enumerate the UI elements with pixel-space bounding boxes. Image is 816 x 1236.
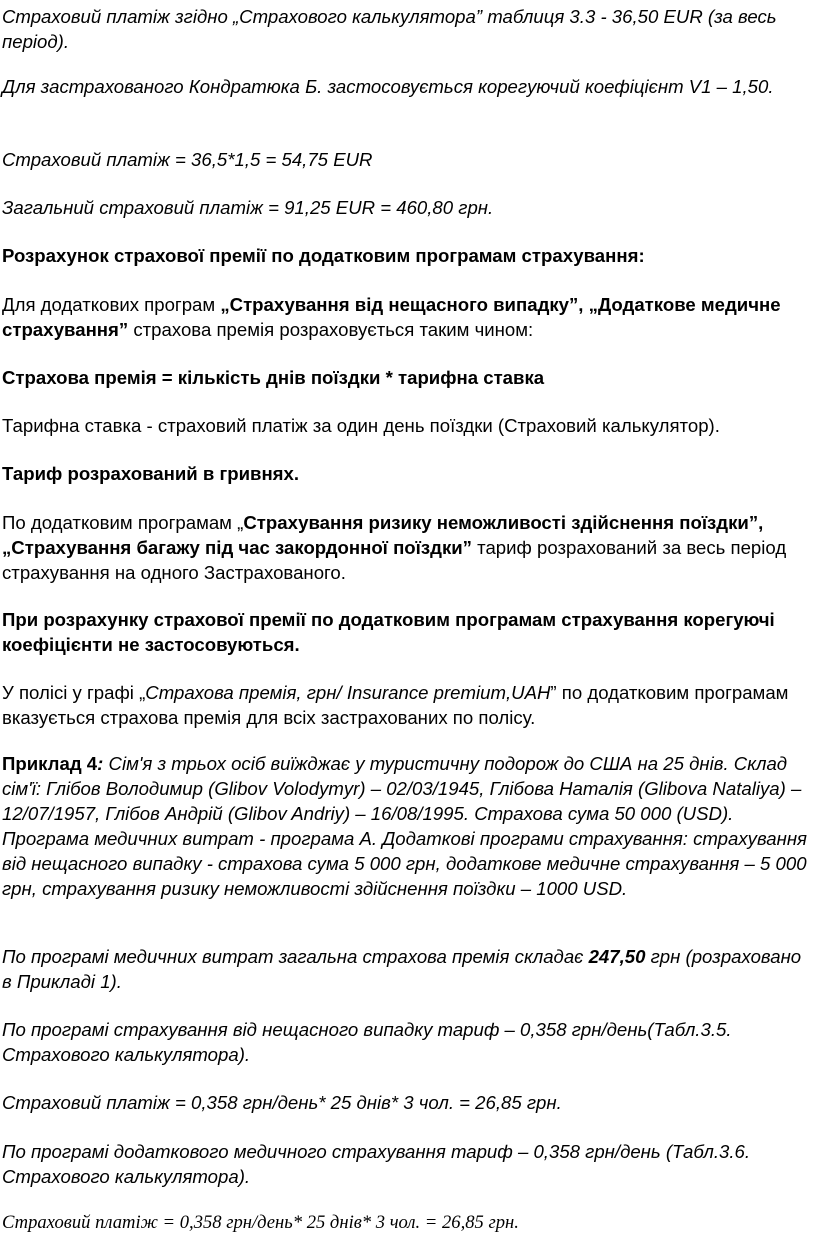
medical-premium-paragraph (2, 944, 814, 994)
premium-calculation-line: Страховий платіж = 36,5*1,5 = 54,75 EUR (2, 149, 373, 170)
accident-premium-calculation: Страховий платіж = 0,358 грн/день* 25 днів* 3 чол. = 26,85 грн. (2, 1092, 562, 1113)
no-coefficients-note: При розрахунку страхової премії по додатковим програмам страхування корегуючі коефіцієнти не застосовуються. (2, 609, 775, 655)
policy-field-name: Страхова премія, грн/ Insurance premium,UAH (145, 682, 551, 703)
example-4-colon: : (97, 753, 109, 774)
additional-programs-paragraph (2, 292, 814, 342)
medical-premium-intro: По програмі медичних витрат загальна страхова премія складає (2, 946, 589, 967)
medical-additional-premium-calculation: Страховий платіж = 0,358 грн/день* 25 днів* 3 чол. = 26,85 грн. (2, 1212, 519, 1233)
medical-premium-rest: грн (розраховано в Прикладі 1). (2, 946, 802, 992)
example-4-label: Приклад 4 (2, 753, 98, 774)
policy-field-rest: ” по додатковим програмам вказується страхова премія для всіх застрахованих по полісу. (2, 682, 789, 728)
tariff-rate-definition: Тарифна ставка - страховий платіж за один день поїздки (Страховий калькулятор). (2, 415, 720, 436)
correction-coefficient-paragraph: Для застрахованого Кондратюка Б. застосовується корегуючий коефіцієнт V1 – 1,50. (2, 76, 774, 97)
premium-formula: Страхова премія = кількість днів поїздки * тарифна ставка (2, 367, 545, 388)
cancellation-program-names: Страхування ризику неможливості здійснення поїздки”, „Страхування багажу під час закордонної поїздки” (2, 512, 764, 558)
cancellation-intro: По додатковим програмам „ (2, 512, 244, 533)
cancellation-rest: тариф розрахований за весь період страхування на одного Застрахованого. (2, 537, 787, 583)
premium-per-table-paragraph: Страховий платіж згідно „Страхового калькулятора” таблиця 3.3 - 36,50 EUR (за весь період). (2, 6, 777, 52)
total-premium-line: Загальний страховий платіж = 91,25 EUR = 460,80 грн. (2, 197, 494, 218)
policy-field-intro: У полісі у графі „ (2, 682, 146, 703)
accident-tariff-paragraph: По програмі страхування від нещасного випадку тариф – 0,358 грн/день(Табл.3.5. Страхового калькулятора). (2, 1019, 732, 1065)
tariff-currency-note: Тариф розрахований в гривнях. (2, 463, 300, 484)
additional-programs-heading: Розрахунок страхової премії по додатковим програмам страхування: (2, 245, 645, 266)
medical-additional-tariff-paragraph: По програмі додаткового медичного страхування тариф – 0,358 грн/день (Табл.3.6. Страхового калькулятора). (2, 1141, 751, 1187)
additional-programs-intro: Для додаткових програм (2, 294, 221, 315)
example-4-body: Сім'я з трьох осіб виїжджає у туристичну подорож до США на 25 днів. Склад сім'ї: Глібов Володимир (Glibov Volodymyr) – 02/03/1945, Глібова Наталія (Glibova Nataliya) – 12/07/1957, Глібов Андрій (Glibov Andriy) – 16/08/1995. Страхова сума 50 000 (USD). Програма медичних витрат - програма А. Додаткові програми страхування: страхування від нещасного випадку - страхова сума 5 000 грн, додаткове медичне страхування – 5 000 грн, страхування ризику неможливості здійснення поїздки – 1000 USD. (2, 753, 807, 899)
medical-premium-amount: 247,50 (588, 946, 646, 967)
policy-field-paragraph (2, 680, 814, 730)
additional-programs-names: „Страхування від нещасного випадку”, „Додаткове медичне страхування” (2, 294, 781, 340)
trip-cancellation-baggage-paragraph (2, 510, 814, 585)
example-4-paragraph (2, 751, 814, 901)
additional-programs-rest: страхова премія розраховується таким чином: (128, 319, 534, 340)
